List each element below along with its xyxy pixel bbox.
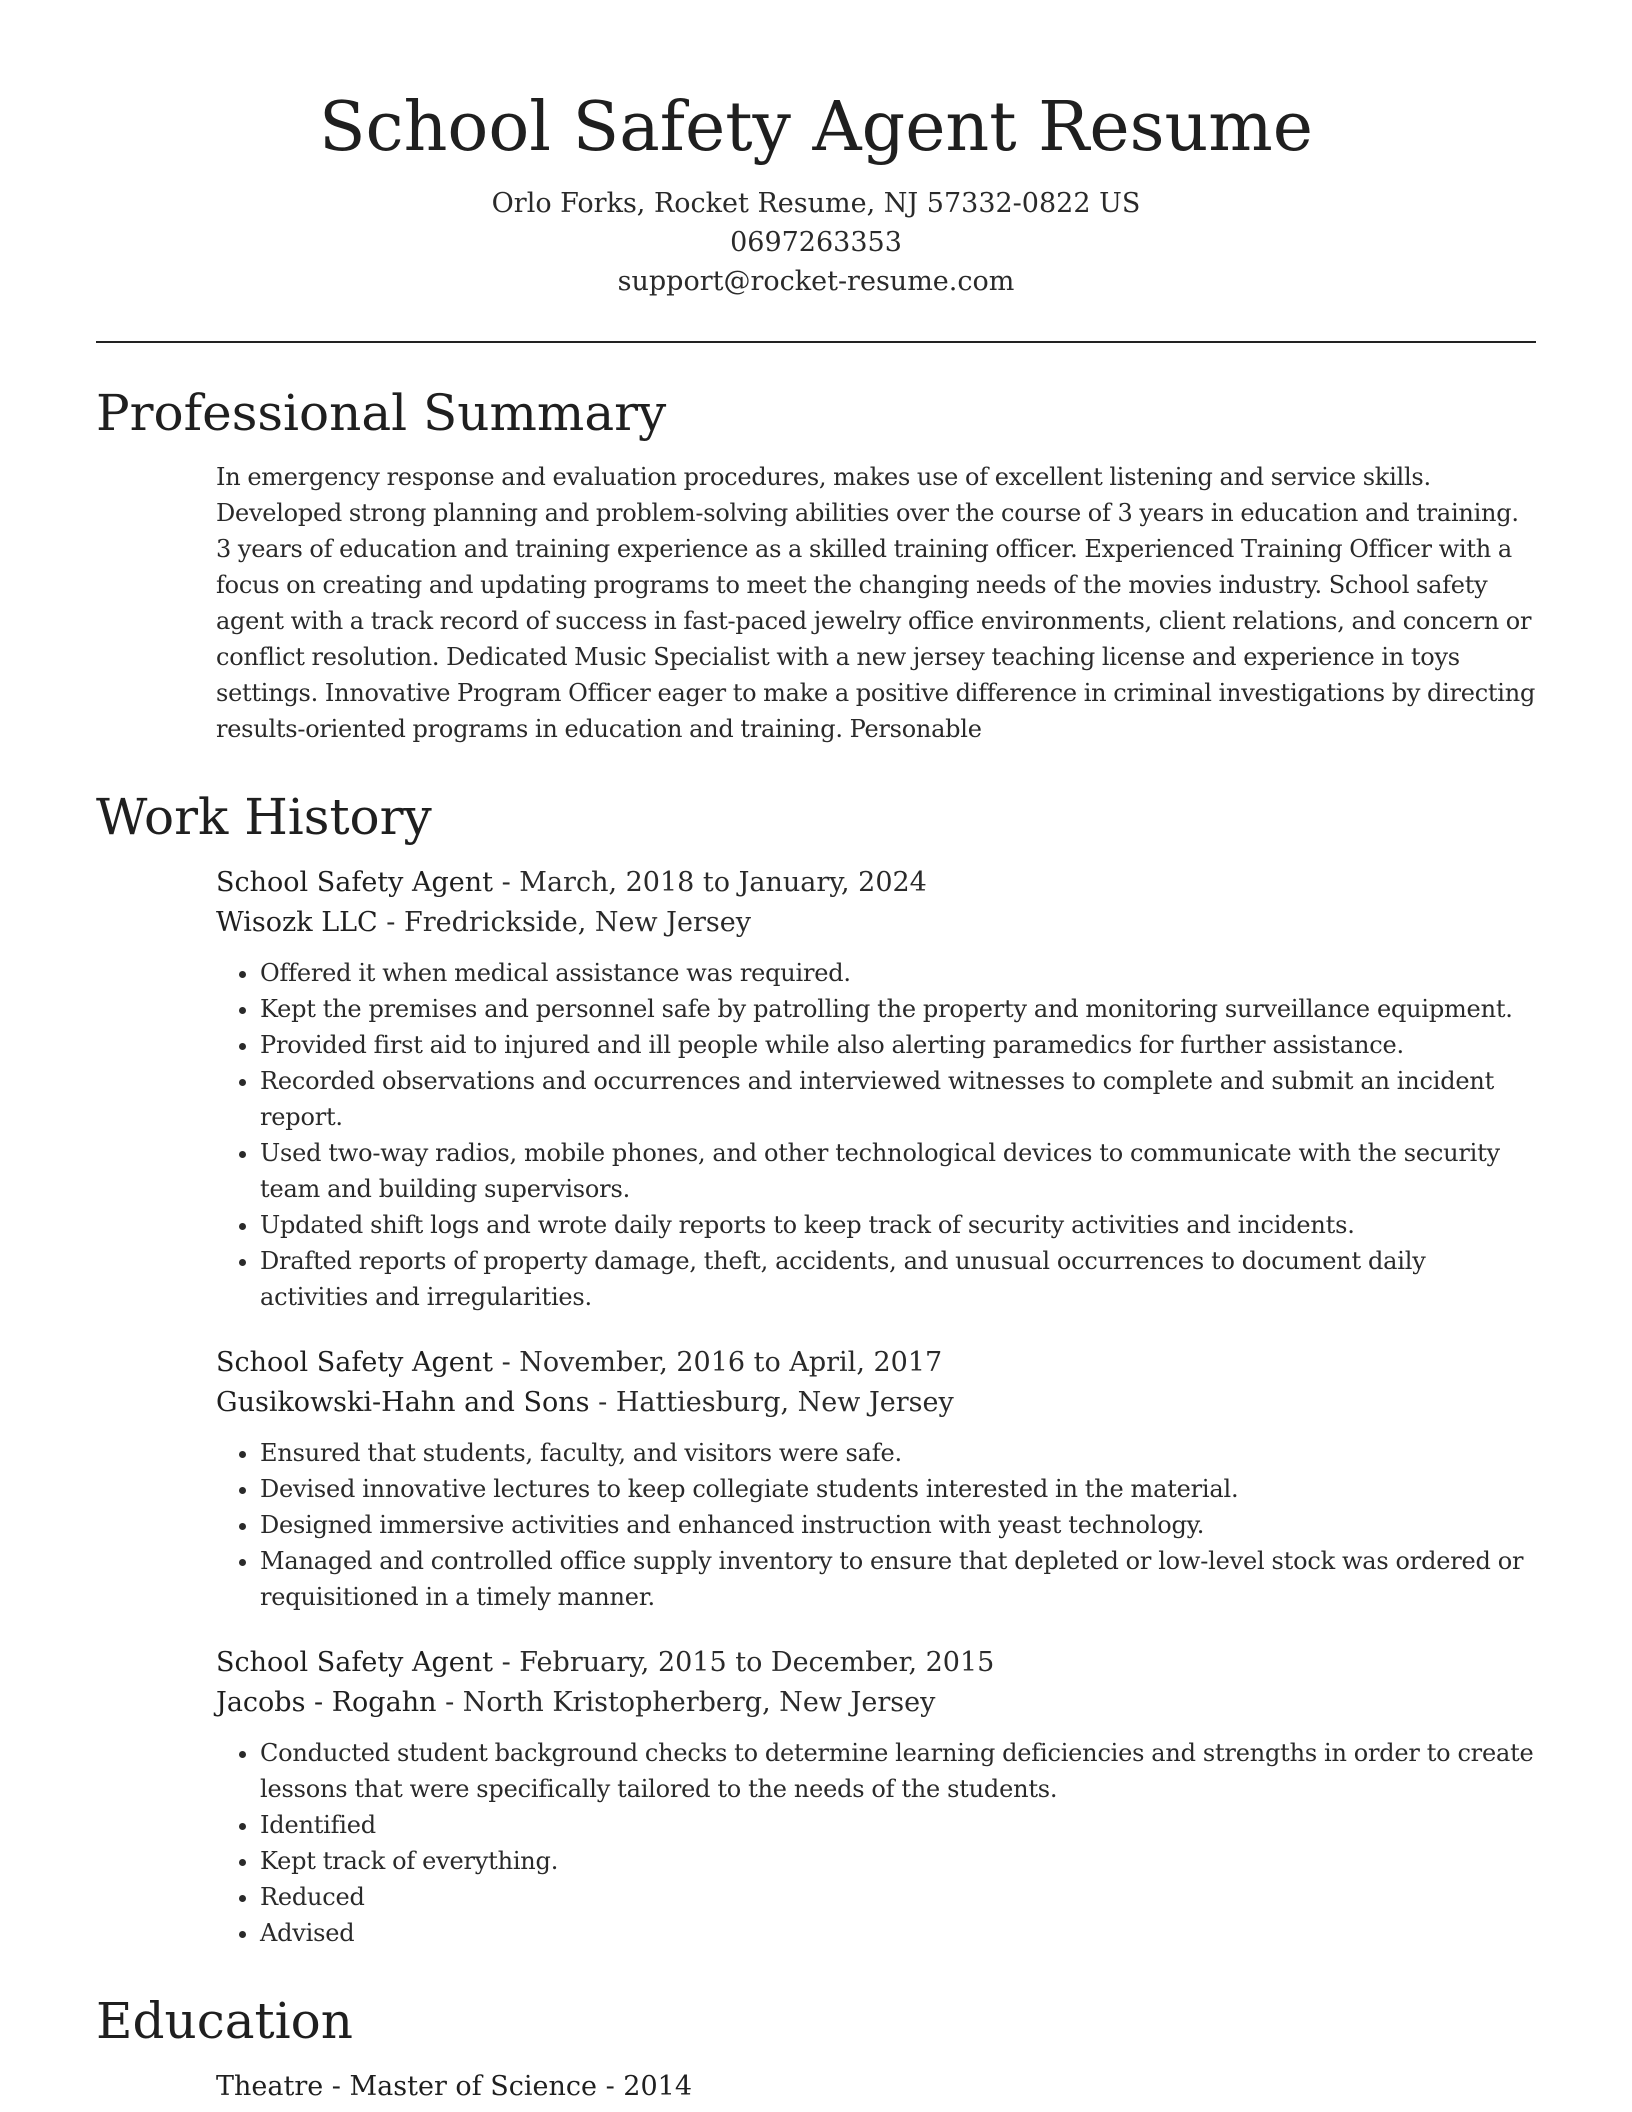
separator: - xyxy=(493,1347,520,1378)
education-field: Theatre xyxy=(216,2071,324,2102)
bullet-item: • Devised innovative lectures to keep collegiate students interested in the material. xyxy=(260,1471,1536,1507)
bullet-item: • Provided first aid to injured and ill people while also alerting paramedics for further assistance. xyxy=(260,1027,1536,1063)
job-company-line xyxy=(216,1683,1536,1723)
bullet-item: • Offered it when medical assistance was required. xyxy=(260,955,1536,991)
work-history-heading: Work History xyxy=(96,788,432,846)
job-dates: November, 2016 to April, 2017 xyxy=(519,1347,943,1378)
job-location: Fredrickside, New Jersey xyxy=(404,907,751,938)
bullet-item: • Identified xyxy=(260,1807,1536,1843)
bullet-item: • Kept track of everything. xyxy=(260,1843,1536,1879)
bullet-item: • Used two-way radios, mobile phones, and other technological devices to communicate with the security team and building supervisors. xyxy=(260,1135,1536,1207)
separator: - xyxy=(589,1387,616,1418)
education-degree: Master of Science xyxy=(349,2071,597,2102)
separator: - xyxy=(436,1687,463,1718)
bullet-item: • Managed and controlled office supply inventory to ensure that depleted or low-level stock was ordered or requisitioned in a timely manner. xyxy=(260,1543,1536,1615)
job-company: Wisozk LLC xyxy=(216,907,378,938)
resume-page xyxy=(96,80,1536,2107)
bullet-item: • Reduced xyxy=(260,1879,1536,1915)
separator: - xyxy=(493,1647,520,1678)
job-entry xyxy=(216,1643,1536,1951)
job-entry xyxy=(216,1343,1536,1615)
job-bullets xyxy=(216,1735,1536,1951)
bullet-item: • Updated shift logs and wrote daily reports to keep track of security activities and incidents. xyxy=(260,1207,1536,1243)
bullet-item: • Recorded observations and occurrences and interviewed witnesses to complete and submit an incident report. xyxy=(260,1063,1536,1135)
work-history-list xyxy=(216,863,1536,1951)
job-title-line xyxy=(216,1343,1536,1383)
separator: - xyxy=(377,907,405,938)
job-bullets xyxy=(216,1435,1536,1615)
bullet-item: • Kept the premises and personnel safe by patrolling the property and monitoring surveillance equipment. xyxy=(260,991,1536,1027)
education-year: 2014 xyxy=(623,2071,693,2102)
education-entry xyxy=(216,2067,1536,2107)
bullet-item: • Ensured that students, faculty, and visitors were safe. xyxy=(260,1435,1536,1471)
contact-phone: 0697263353 xyxy=(730,227,902,258)
bullet-item: • Drafted reports of property damage, theft, accidents, and unusual occurrences to document daily activities and irregularities. xyxy=(260,1243,1536,1315)
education-heading: Education xyxy=(96,1992,353,2050)
separator: - xyxy=(597,2071,624,2102)
contact-address: Orlo Forks, Rocket Resume, NJ 57332-0822 US xyxy=(491,188,1141,219)
job-location: Hattiesburg, New Jersey xyxy=(615,1387,954,1418)
education-list xyxy=(216,2067,1536,2107)
summary-heading: Professional Summary xyxy=(96,384,667,442)
contact-block xyxy=(96,184,1536,301)
job-bullets xyxy=(216,955,1536,1315)
job-company: Gusikowski-Hahn and Sons xyxy=(216,1387,590,1418)
bullet-item: • Advised xyxy=(260,1915,1536,1951)
job-title-line xyxy=(216,1643,1536,1683)
job-title: School Safety Agent xyxy=(216,1347,493,1378)
job-title: School Safety Agent xyxy=(216,1647,493,1678)
bullet-item: • Conducted student background checks to determine learning deficiencies and strengths in order to create lessons that were specifically tailored to the needs of the students. xyxy=(260,1735,1536,1807)
job-entry xyxy=(216,863,1536,1315)
separator: - xyxy=(493,867,520,898)
job-title: School Safety Agent xyxy=(216,867,493,898)
contact-email: support@rocket-resume.com xyxy=(617,266,1015,297)
separator: - xyxy=(323,2071,350,2102)
resume-title: School Safety Agent Resume xyxy=(318,88,1314,167)
job-company-line xyxy=(216,1383,1536,1423)
bullet-item: • Designed immersive activities and enhanced instruction with yeast technology. xyxy=(260,1507,1536,1543)
job-company-line xyxy=(216,903,1536,943)
job-location: North Kristopherberg, New Jersey xyxy=(462,1687,936,1718)
job-company: Jacobs - Rogahn xyxy=(216,1687,437,1718)
job-title-line xyxy=(216,863,1536,903)
header-divider xyxy=(96,341,1536,343)
job-dates: March, 2018 to January, 2024 xyxy=(519,867,927,898)
summary-text: In emergency response and evaluation procedures, makes use of excellent listening and service skills. Developed strong planning and problem-solving abilities over the course of 3 years in education and training. 3 years of education and training experience as a skilled training officer. Experienced Training Officer with a focus on creating and updating programs to meet the changing needs of the movies industry. School safety agent with a track record of success in fast-paced jewelry office environments, client relations, and concern or conflict resolution. Dedicated Music Specialist with a new jersey teaching license and experience in toys settings. Innovative Program Officer eager to make a positive difference in criminal investigations by directing results-oriented programs in education and training. Personable xyxy=(216,463,1536,743)
job-dates: February, 2015 to December, 2015 xyxy=(519,1647,995,1678)
